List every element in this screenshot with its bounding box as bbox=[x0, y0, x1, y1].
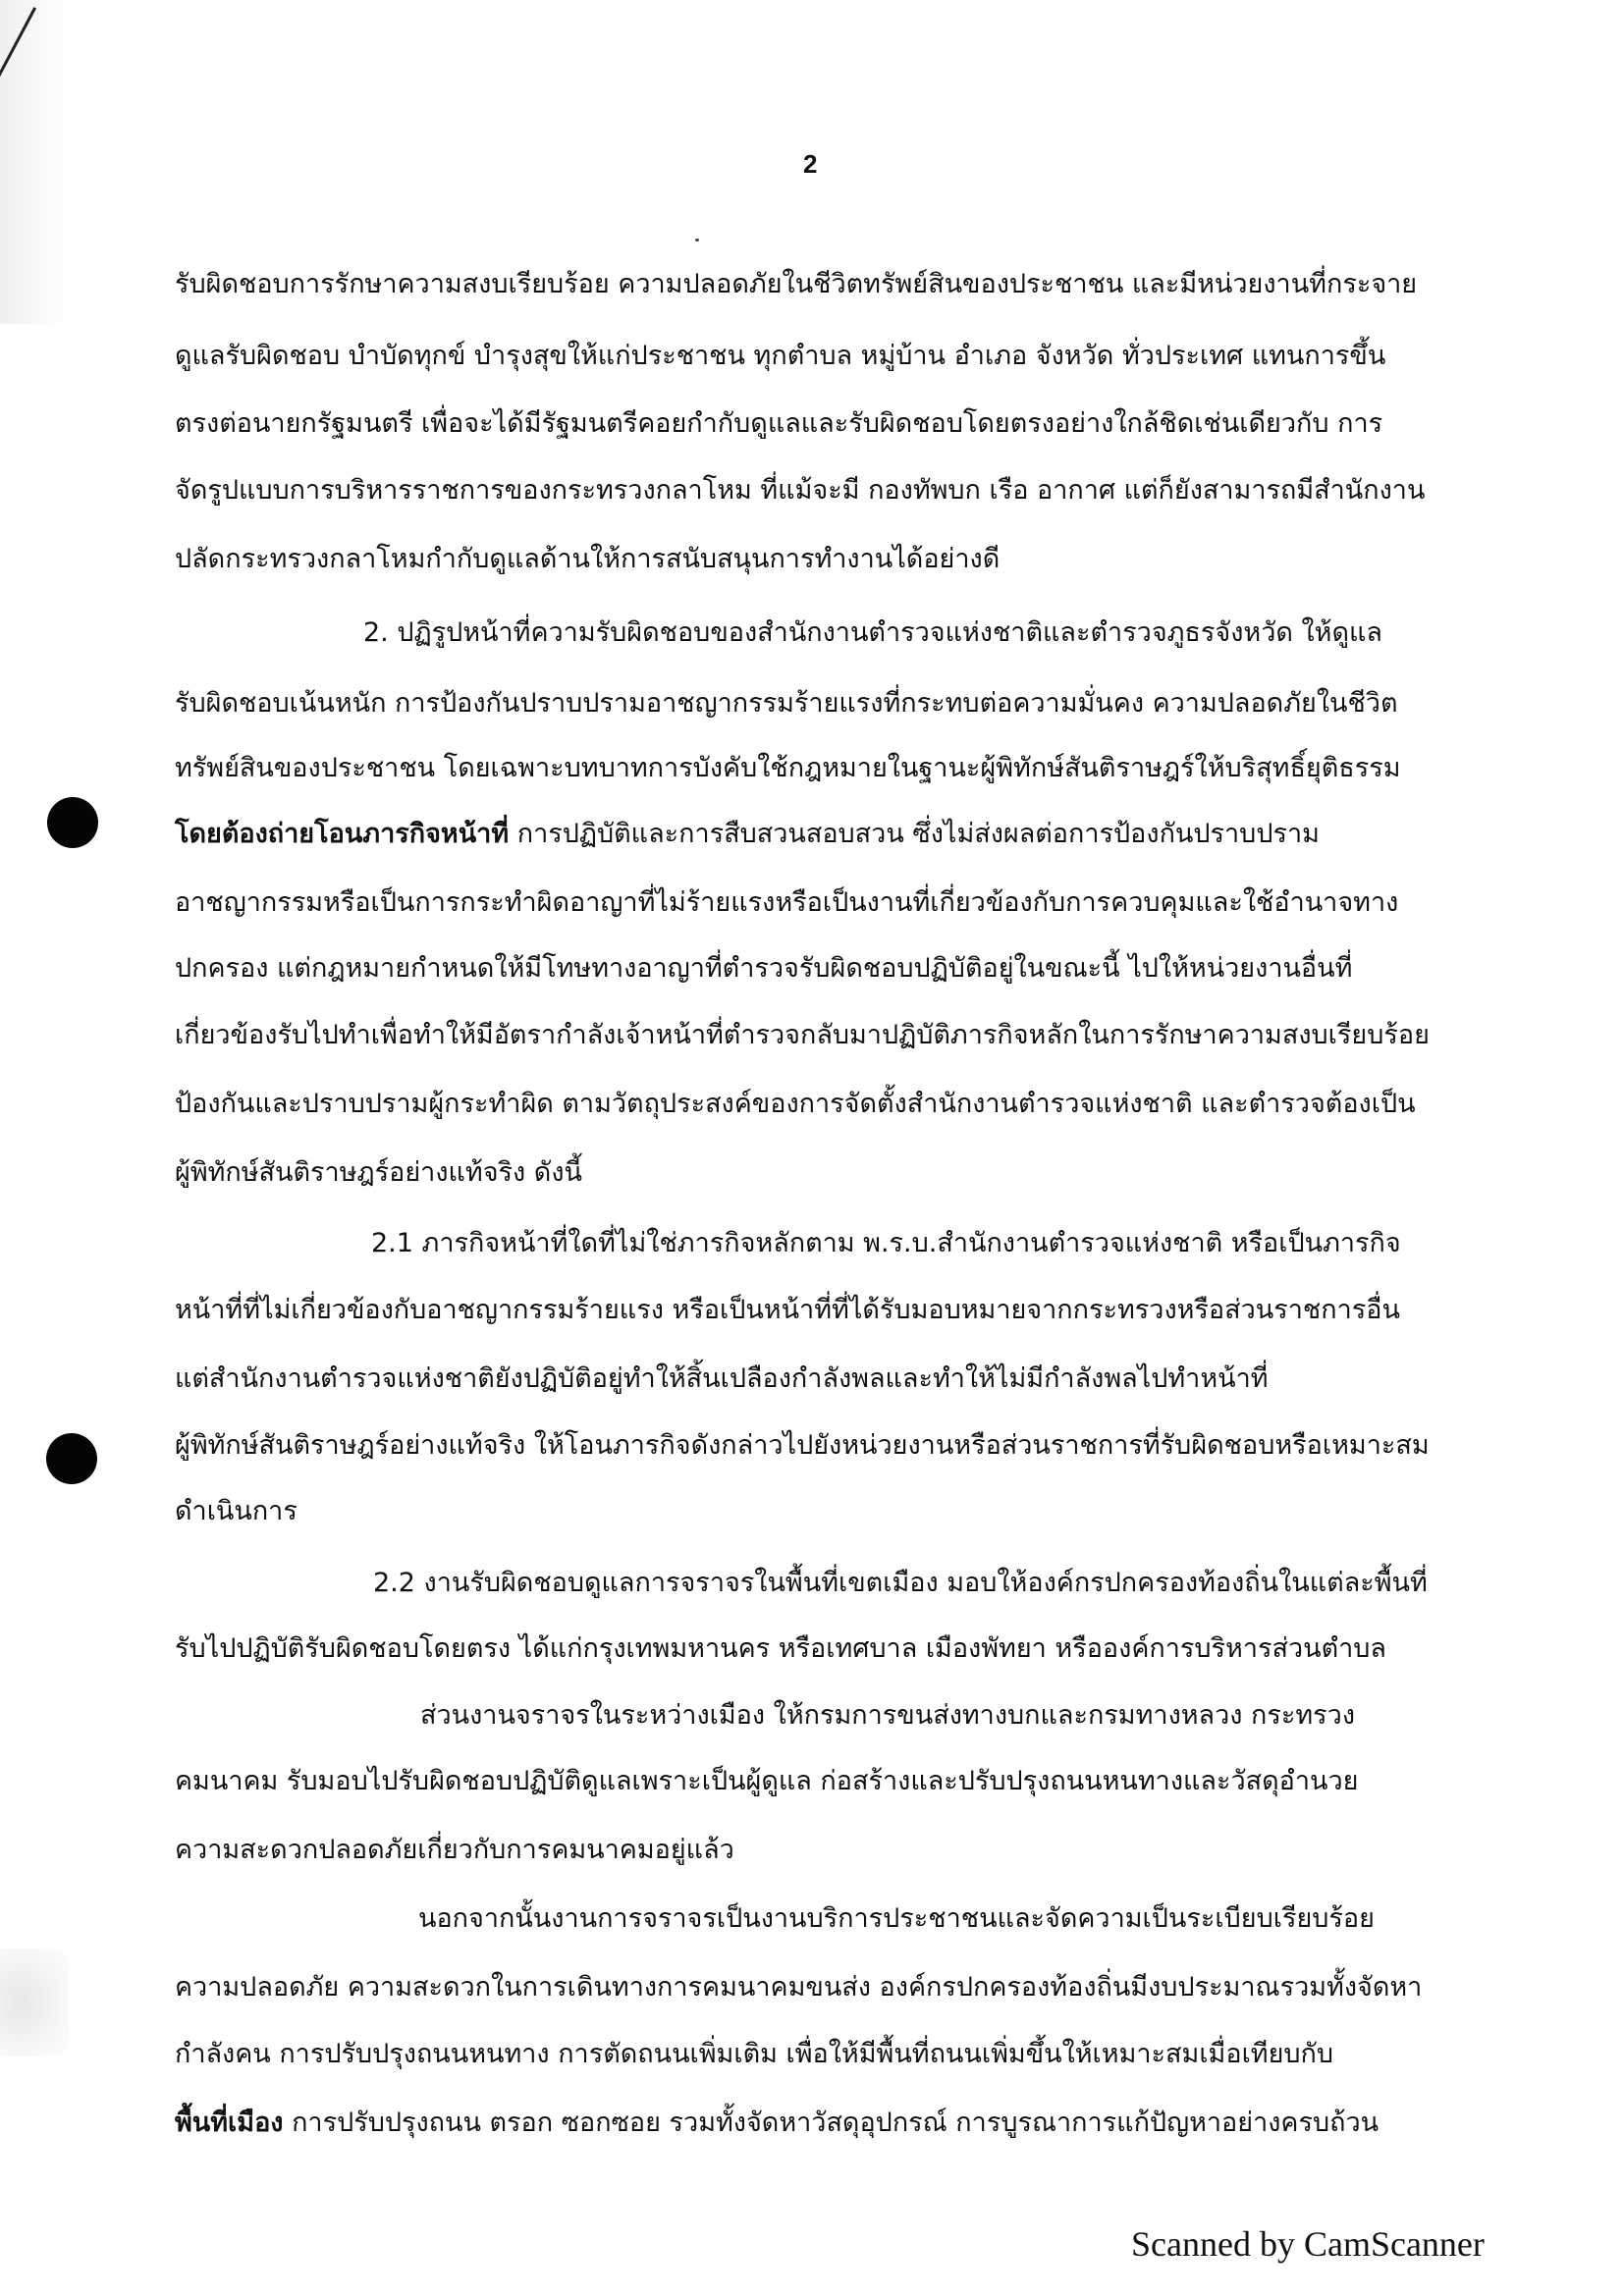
text-line: ความสะดวกปลอดภัยเกี่ยวกับการคมนาคมอยู่แล้ว bbox=[175, 1835, 734, 1865]
page-number: 2 bbox=[803, 149, 818, 179]
scan-speck bbox=[695, 239, 699, 241]
scanner-watermark: Scanned by CamScanner bbox=[1131, 2224, 1485, 2264]
text-line: แต่สำนักงานตำรวจแห่งชาติยังปฏิบัติอยู่ทำให้สิ้นเปลืองกำลังพลและทำให้ไม่มีกำลังพลไปทำหน้าที่ bbox=[175, 1363, 1269, 1394]
text-line: รับไปปฏิบัติรับผิดชอบโดยตรง ได้แก่กรุงเทพมหานคร หรือเทศบาล เมืองพัทยา หรือองค์การบริหารส่วนตำบล bbox=[175, 1633, 1386, 1664]
text-line: รับผิดชอบเน้นหนัก การป้องกันปราบปรามอาชญากรรมร้ายแรงที่กระทบต่อความมั่นคง ความปลอดภัยในชีวิต bbox=[175, 688, 1398, 719]
text-line: ผู้พิทักษ์สันติราษฎร์อย่างแท้จริง ให้โอนภารกิจดังกล่าวไปยังหน่วยงานหรือส่วนราชการที่รับผิดชอบหรือเหมาะสม bbox=[175, 1430, 1430, 1461]
text-line: รับผิดชอบการรักษาความสงบเรียบร้อย ความปลอดภัยในชีวิตทรัพย์สินของประชาชน และมีหน่วยงานที่กระจาย bbox=[175, 269, 1418, 299]
punch-hole-mark bbox=[47, 797, 98, 848]
text-line: ทรัพย์สินของประชาชน โดยเฉพาะบทบาทการบังคับใช้กฎหมายในฐานะผู้พิทักษ์สันติราษฎร์ให้บริสุทธิ์ยุติธรรม bbox=[175, 753, 1401, 783]
text-line: ปกครอง แต่กฎหมายกำหนดให้มีโทษทางอาญาที่ตำรวจรับผิดชอบปฏิบัติอยู่ในขณะนี้ ไปให้หน่วยงานอื่นที่ bbox=[175, 953, 1353, 984]
text-line: คมนาคม รับมอบไปรับผิดชอบปฏิบัติดูแลเพราะเป็นผู้ดูแล ก่อสร้างและปรับปรุงถนนหนทางและวัสดุอำนวย bbox=[175, 1766, 1359, 1796]
punch-hole-mark bbox=[46, 1433, 97, 1484]
text-line: 2.1 ภารกิจหน้าที่ใดที่ไม่ใช่ภารกิจหลักตาม พ.ร.บ.สำนักงานตำรวจแห่งชาติ หรือเป็นภารกิจ bbox=[371, 1228, 1401, 1258]
text-line: ผู้พิทักษ์สันติราษฎร์อย่างแท้จริง ดังนี้ bbox=[175, 1157, 582, 1188]
text-line: 2.2 งานรับผิดชอบดูแลการจราจรในพื้นที่เขตเมือง มอบให้องค์กรปกครองท้องถิ่นในแต่ละพื้นที่ bbox=[373, 1568, 1428, 1598]
text-line: ความปลอดภัย ความสะดวกในการเดินทางการคมนาคมขนส่ง องค์กรปกครองท้องถิ่นมีงบประมาณรวมทั้งจัดหา bbox=[175, 1972, 1423, 2002]
text-line: เกี่ยวข้องรับไปทำเพื่อทำให้มีอัตรากำลังเจ้าหน้าที่ตำรวจกลับมาปฏิบัติภารกิจหลักในการรักษาความสงบเรียบร้อย bbox=[175, 1020, 1430, 1050]
text-line: จัดรูปแบบการบริหารราชการของกระทรวงกลาโหม ที่แม้จะมี กองทัพบก เรือ อากาศ แต่ก็ยังสามารถมีสำนักงาน bbox=[175, 475, 1426, 506]
text-line: ป้องกันและปราบปรามผู้กระทำผิด ตามวัตถุประสงค์ของการจัดตั้งสำนักงานตำรวจแห่งชาติ และตำรวจต้องเป็น bbox=[175, 1089, 1416, 1119]
text-line: พื้นที่เมือง การปรับปรุงถนน ตรอก ซอกซอย รวมทั้งจัดหาวัสดุอุปกรณ์ การบูรณาการแก้ปัญหาอย่างครบถ้วน bbox=[175, 2108, 1380, 2138]
text-line: กำลังคน การปรับปรุงถนนหนทาง การตัดถนนเพิ่มเติม เพื่อให้มีพื้นที่ถนนเพิ่มขึ้นให้เหมาะสมเมื่อเทียบกับ bbox=[175, 2039, 1334, 2069]
text-line: ดำเนินการ bbox=[175, 1496, 298, 1526]
text-line: ตรงต่อนายกรัฐมนตรี เพื่อจะได้มีรัฐมนตรีคอยกำกับดูแลและรับผิดชอบโดยตรงอย่างใกล้ชิดเช่นเดียวกับ การ bbox=[175, 408, 1383, 439]
text-line: 2. ปฏิรูปหน้าที่ความรับผิดชอบของสำนักงานตำรวจแห่งชาติและตำรวจภูธรจังหวัด ให้ดูแล bbox=[363, 617, 1382, 648]
text-line: โดยต้องถ่ายโอนภารกิจหน้าที่ การปฏิบัติและการสืบสวนสอบสวน ซึ่งไม่ส่งผลต่อการป้องกันปราบปราม bbox=[175, 819, 1320, 849]
text-line: ปลัดกระทรวงกลาโหมกำกับดูแลด้านให้การสนับสนุนการทำงานได้อย่างดี bbox=[175, 544, 1001, 574]
text-line: ดูแลรับผิดชอบ บำบัดทุกข์ บำรุงสุขให้แก่ประชาชน ทุกตำบล หมู่บ้าน อำเภอ จังหวัด ทั่วประเทศ แทนการขึ้น bbox=[175, 341, 1386, 371]
text-line: นอกจากนั้นงานการจราจรเป็นงานบริการประชาชนและจัดความเป็นระเบียบเรียบร้อย bbox=[418, 1903, 1375, 1934]
scan-smudge bbox=[0, 1949, 69, 2056]
text-line: ส่วนงานจราจรในระหว่างเมือง ให้กรมการขนส่งทางบกและกรมทางหลวง กระทรวง bbox=[420, 1700, 1356, 1731]
text-line: อาชญากรรมหรือเป็นการกระทำผิดอาญาที่ไม่ร้ายแรงหรือเป็นงานที่เกี่ยวข้องกับการควบคุมและใช้อำนาจทาง bbox=[175, 887, 1399, 918]
text-line: หน้าที่ที่ไม่เกี่ยวข้องกับอาชญากรรมร้ายแรง หรือเป็นหน้าที่ที่ได้รับมอบหมายจากกระทรวงหรือส่วนราชการอื่น bbox=[175, 1295, 1400, 1325]
